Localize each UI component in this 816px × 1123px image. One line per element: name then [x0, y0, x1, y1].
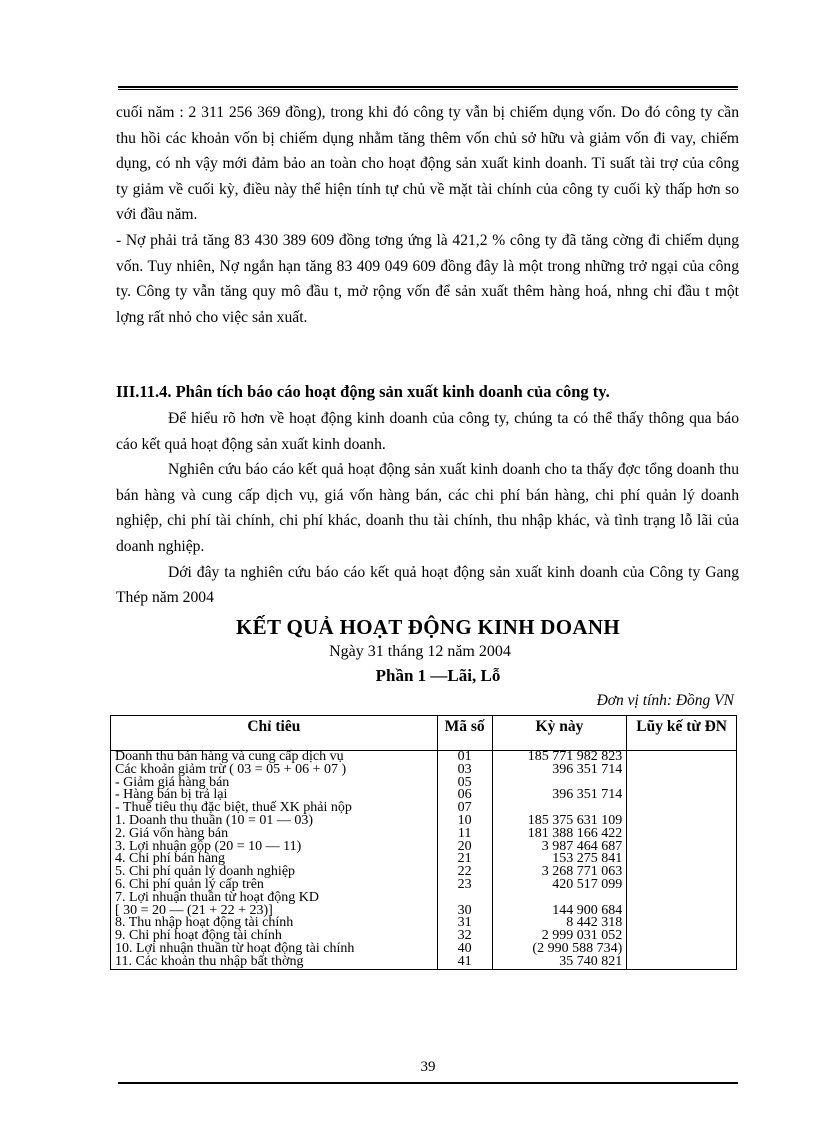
- row-current-value: 2 999 031 052: [492, 930, 627, 943]
- row-accumulated-value: [627, 956, 737, 969]
- row-accumulated-value: [627, 905, 737, 918]
- row-current-value: 144 900 684: [492, 905, 627, 918]
- row-accumulated-value: [627, 802, 737, 815]
- row-indicator: 8. Thu nhập hoạt động tài chính: [111, 917, 438, 930]
- column-header-current-period: Kỳ này: [492, 716, 627, 751]
- body-text-bottom: [116, 406, 739, 611]
- table-body: [111, 751, 737, 970]
- row-code: 30: [437, 905, 492, 918]
- row-current-value: 3 987 464 687: [492, 841, 627, 854]
- paragraph: cuối năm : 2 311 256 369 đồng), trong khi đó công ty vẫn bị chiếm dụng vốn. Do đó công ty cần thu hồi các khoản vốn bị chiếm dụng nhằm tăng thêm vốn chủ sở hữu và giảm vốn đi vay, chiếm dụng, có nh vậy mới đảm bảo an toàn cho hoạt động sản xuất kinh doanh. Tỉ suất tài trợ của công ty giảm về cuối kỳ, điều này thể hiện tính tự chủ về mặt tài chính của công ty cuối kỳ thấp hơn so với đầu năm.: [116, 104, 739, 224]
- row-current-value: 185 771 982 823: [492, 751, 627, 764]
- row-code: 23: [437, 879, 492, 892]
- row-current-value: 420 517 099: [492, 879, 627, 892]
- row-indicator: 9. Chi phí hoạt động tài chính: [111, 930, 438, 943]
- row-indicator: 6. Chi phí quản lý cấp trên: [111, 879, 438, 892]
- row-indicator: 3. Lợi nhuận gộp (20 = 10 — 11): [111, 841, 438, 854]
- row-current-value: (2 990 588 734): [492, 943, 627, 956]
- row-indicator: [ 30 = 20 — (21 + 22 + 23)]: [111, 905, 438, 918]
- row-current-value: 396 351 714: [492, 789, 627, 802]
- row-accumulated-value: [627, 853, 737, 866]
- row-accumulated-value: [627, 815, 737, 828]
- currency-unit-note: Đơn vị tính: Đồng VN: [596, 692, 734, 709]
- row-code: 41: [437, 956, 492, 969]
- row-indicator: 10. Lợi nhuận thuần từ hoạt động tài chính: [111, 943, 438, 956]
- table-row: [111, 956, 737, 969]
- column-header-code: Mã số: [437, 716, 492, 751]
- row-current-value: 153 275 841: [492, 853, 627, 866]
- row-accumulated-value: [627, 866, 737, 879]
- row-accumulated-value: [627, 930, 737, 943]
- row-accumulated-value: [627, 764, 737, 777]
- row-accumulated-value: [627, 789, 737, 802]
- row-indicator: 2. Giá vốn hàng bán: [111, 828, 438, 841]
- row-code: 03: [437, 764, 492, 777]
- row-indicator: 7. Lợi nhuận thuần từ hoạt động KD: [111, 892, 438, 905]
- footer-rule: [118, 1082, 738, 1084]
- row-accumulated-value: [627, 751, 737, 764]
- row-code: 11: [437, 828, 492, 841]
- row-code: 07: [437, 802, 492, 815]
- row-indicator: - Thuế tiêu thụ đặc biệt, thuế XK phải nộp: [111, 802, 438, 815]
- row-code: 06: [437, 789, 492, 802]
- row-code: 20: [437, 841, 492, 854]
- row-code: 31: [437, 917, 492, 930]
- row-current-value: 8 442 318: [492, 917, 627, 930]
- page-number: 39: [420, 1059, 436, 1075]
- row-accumulated-value: [627, 828, 737, 841]
- section-heading: III.11.4. Phân tích báo cáo hoạt động sản xuất kinh doanh của công ty.: [116, 382, 610, 401]
- row-indicator: Các khoản giảm trừ ( 03 = 05 + 06 + 07 ): [111, 764, 438, 777]
- row-indicator: 11. Các khoản thu nhập bất thờng: [111, 956, 438, 969]
- row-current-value: 3 268 771 063: [492, 866, 627, 879]
- paragraph: - Nợ phải trả tăng 83 430 389 609 đồng tơng ứng là 421,2 % công ty đã tăng cờng đi chiếm dụng vốn. Tuy nhiên, Nợ ngắn hạn tăng 83 409 049 609 đồng đây là một trong những trở ngại của công ty. Công ty vẫn tăng quy mô đầu t, mở rộng vốn để sản xuất thêm hàng hoá, nhng chỉ đầu t một lợng rất nhỏ cho việc sản xuất.: [116, 231, 739, 326]
- table-header-row: [111, 716, 737, 751]
- row-code: 32: [437, 930, 492, 943]
- row-code: 21: [437, 853, 492, 866]
- header-rule: [118, 86, 738, 90]
- row-accumulated-value: [627, 841, 737, 854]
- column-header-indicator: Chỉ tiêu: [111, 716, 438, 751]
- row-current-value: 396 351 714: [492, 764, 627, 777]
- report-date: Ngày 31 tháng 12 năm 2004: [329, 643, 511, 660]
- income-statement-table: [110, 715, 737, 970]
- row-accumulated-value: [627, 777, 737, 790]
- row-indicator: - Giảm giá hàng bán: [111, 777, 438, 790]
- report-part-heading: Phần 1 —Lãi, Lỗ: [375, 666, 501, 685]
- row-code: 10: [437, 815, 492, 828]
- paragraph: Dới đây ta nghiên cứu báo cáo kết quả hoạt động sản xuất kinh doanh của Công ty Gang Thép năm 2004: [116, 563, 739, 607]
- row-indicator: - Hàng bán bị trả lại: [111, 789, 438, 802]
- row-current-value: 185 375 631 109: [492, 815, 627, 828]
- row-indicator: 4. Chi phí bán hàng: [111, 853, 438, 866]
- row-code: 22: [437, 866, 492, 879]
- row-current-value: 181 388 166 422: [492, 828, 627, 841]
- row-accumulated-value: [627, 943, 737, 956]
- row-code: 40: [437, 943, 492, 956]
- row-code: 05: [437, 777, 492, 790]
- row-current-value: 35 740 821: [492, 956, 627, 969]
- row-accumulated-value: [627, 892, 737, 905]
- row-code: 01: [437, 751, 492, 764]
- row-indicator: 1. Doanh thu thuần (10 = 01 — 03): [111, 815, 438, 828]
- paragraph: Nghiên cứu báo cáo kết quả hoạt động sản xuất kinh doanh cho ta thấy đợc tổng doanh thu bán hàng và cung cấp dịch vụ, giá vốn hàng bán, các chi phí bán hàng, chi phí quản lý doanh nghiệp, chi phí tài chính, chi phí khác, doanh thu tài chính, thu nhập khác, và tình trạng lỗ lãi của doanh nghiệp.: [116, 461, 739, 555]
- row-indicator: Doanh thu bán hàng và cung cấp dịch vụ: [111, 751, 438, 764]
- column-header-accumulated: Lũy kế từ ĐN: [627, 716, 737, 751]
- row-indicator: 5. Chi phí quản lý doanh nghiệp: [111, 866, 438, 879]
- row-accumulated-value: [627, 917, 737, 930]
- paragraph: Để hiểu rõ hơn về hoạt động kinh doanh của công ty, chúng ta có thể thấy thông qua báo cáo kết quả hoạt động sản xuất kinh doanh.: [116, 410, 739, 453]
- report-title: KẾT QUẢ HOẠT ĐỘNG KINH DOANH: [236, 615, 620, 639]
- body-text-top: [116, 100, 739, 330]
- row-accumulated-value: [627, 879, 737, 892]
